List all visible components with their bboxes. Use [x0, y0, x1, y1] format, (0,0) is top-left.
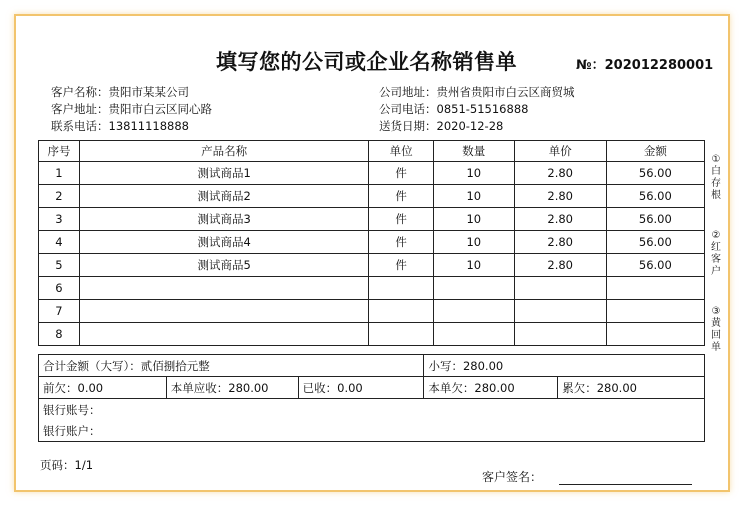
bank-account-name: 银行账户：	[39, 420, 705, 442]
table-header-row	[39, 141, 705, 162]
cell-product: 测试商品5	[79, 254, 369, 277]
cell-qty	[433, 277, 514, 300]
total-uppercase: 合计金额（大写）：贰佰捌拾元整	[39, 355, 424, 377]
copy-label-char: 回	[711, 330, 721, 341]
cell-index: 8	[39, 323, 80, 346]
copy-label-char: 白	[711, 166, 721, 177]
cell-qty: 10	[433, 208, 514, 231]
bank-info	[38, 398, 705, 442]
cell-product: 测试商品1	[79, 162, 369, 185]
copy-label-white	[710, 154, 722, 202]
copy-label-char: ③	[711, 306, 721, 317]
received: 已收：0.00	[298, 377, 424, 399]
customer-address: 客户地址：贵阳市白云区同心路	[51, 102, 212, 116]
cell-unit: 件	[369, 162, 433, 185]
header-product: 产品名称	[79, 141, 369, 162]
cell-qty: 10	[433, 162, 514, 185]
table-row	[39, 208, 705, 231]
cell-amount: 56.00	[606, 162, 704, 185]
cell-qty: 10	[433, 185, 514, 208]
cell-unit: 件	[369, 185, 433, 208]
company-phone: 公司电话：0851-51516888	[379, 102, 529, 116]
table-row	[39, 162, 705, 185]
cell-unit: 件	[369, 208, 433, 231]
header-amount: 金额	[606, 141, 704, 162]
cell-product: 测试商品2	[79, 185, 369, 208]
cell-product	[79, 277, 369, 300]
page-number: 页码：1/1	[40, 458, 94, 472]
cell-unit: 件	[369, 254, 433, 277]
copy-label-red	[710, 230, 722, 278]
cell-amount	[606, 323, 704, 346]
totals-row	[38, 354, 705, 377]
total-lowercase: 小写：280.00	[424, 355, 705, 377]
copy-label-char: 单	[711, 342, 721, 353]
customer-phone: 联系电话：13811118888	[51, 119, 189, 133]
current-owed: 本单欠：280.00	[424, 377, 558, 399]
cell-index: 2	[39, 185, 80, 208]
table-row	[39, 231, 705, 254]
header-unit: 单位	[369, 141, 433, 162]
cell-qty: 10	[433, 231, 514, 254]
customer-info	[51, 84, 212, 135]
cell-unit	[369, 277, 433, 300]
cell-amount	[606, 300, 704, 323]
customer-name: 客户名称：贵阳市某某公司	[51, 85, 189, 99]
receivable: 本单应收：280.00	[166, 377, 298, 399]
cell-qty	[433, 323, 514, 346]
cell-unit: 件	[369, 231, 433, 254]
header-index: 序号	[39, 141, 80, 162]
cumulative-owed: 累欠：280.00	[558, 377, 705, 399]
cell-amount: 56.00	[606, 254, 704, 277]
cell-index: 4	[39, 231, 80, 254]
cell-index: 6	[39, 277, 80, 300]
cell-amount	[606, 277, 704, 300]
cell-product: 测试商品3	[79, 208, 369, 231]
cell-price	[514, 300, 606, 323]
cell-qty	[433, 300, 514, 323]
previous-owed: 前欠：0.00	[39, 377, 167, 399]
cell-price: 2.80	[514, 162, 606, 185]
header-qty: 数量	[433, 141, 514, 162]
delivery-date: 送货日期：2020-12-28	[379, 119, 504, 133]
cell-product: 测试商品4	[79, 231, 369, 254]
document-title: 填写您的公司或企业名称销售单	[216, 50, 517, 74]
cell-unit	[369, 323, 433, 346]
cell-price: 2.80	[514, 185, 606, 208]
copy-label-char: ②	[711, 230, 721, 241]
table-row	[39, 323, 705, 346]
cell-price: 2.80	[514, 208, 606, 231]
cell-index: 5	[39, 254, 80, 277]
copy-label-char: 户	[711, 266, 721, 277]
copy-label-char: 红	[711, 242, 721, 253]
table-row	[39, 300, 705, 323]
cell-price	[514, 277, 606, 300]
cell-product	[79, 323, 369, 346]
cell-index: 3	[39, 208, 80, 231]
table-row	[39, 254, 705, 277]
signature-label: 客户签名：	[482, 470, 543, 484]
company-info	[379, 84, 575, 135]
cell-unit	[369, 300, 433, 323]
copy-label-char: 存	[711, 178, 721, 189]
cell-qty: 10	[433, 254, 514, 277]
cell-price	[514, 323, 606, 346]
sales-slip	[14, 14, 730, 492]
cell-amount: 56.00	[606, 208, 704, 231]
company-address: 公司地址：贵州省贵阳市白云区商贸城	[379, 85, 575, 99]
copy-label-char: 客	[711, 254, 721, 265]
table-row	[39, 185, 705, 208]
table-row	[39, 277, 705, 300]
copy-label-char: 黄	[711, 318, 721, 329]
document-number: №：202012280001	[576, 58, 714, 73]
copy-label-char: ①	[711, 154, 721, 165]
cell-price: 2.80	[514, 254, 606, 277]
copy-label-yellow	[710, 306, 722, 354]
cell-price: 2.80	[514, 231, 606, 254]
bank-account-no: 银行账号：	[39, 399, 705, 421]
cell-amount: 56.00	[606, 231, 704, 254]
items-table	[38, 140, 705, 346]
cell-index: 7	[39, 300, 80, 323]
cell-product	[79, 300, 369, 323]
cell-index: 1	[39, 162, 80, 185]
signature-line	[559, 484, 692, 485]
copy-label-char: 根	[711, 190, 721, 201]
balance-row	[38, 376, 705, 399]
header-price: 单价	[514, 141, 606, 162]
cell-amount: 56.00	[606, 185, 704, 208]
